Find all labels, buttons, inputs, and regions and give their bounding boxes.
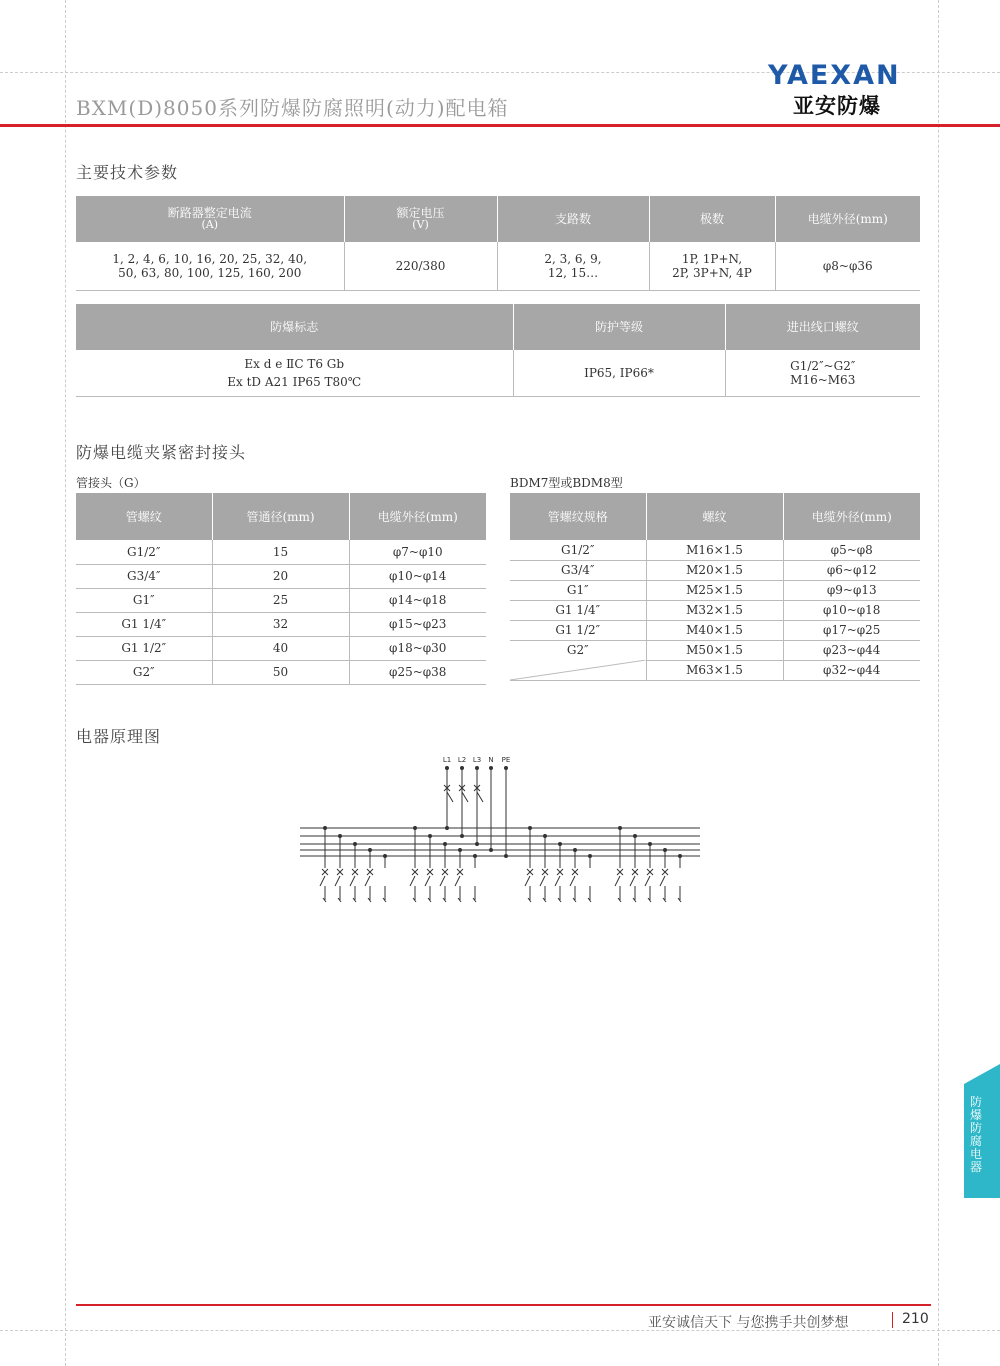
cell: G1″ [510, 580, 646, 600]
terminal-label: L2 [457, 756, 467, 764]
cell: φ25~φ38 [349, 660, 486, 684]
bus-junction [558, 842, 562, 846]
header-rated-voltage: 额定电压 (V) [344, 196, 497, 242]
side-tab-label: 防爆防腐电器 [969, 1095, 982, 1174]
table-row [510, 560, 920, 580]
bus-junction [460, 834, 464, 838]
bus-junction [633, 834, 637, 838]
header-cable-diameter: 电缆外径(mm) [783, 493, 920, 540]
bus-junction [618, 826, 622, 830]
cell: φ23~φ44 [783, 640, 920, 660]
terminal-dot [489, 766, 493, 770]
bus-junction [588, 854, 592, 858]
bus-junction [443, 842, 447, 846]
cell-cable-diameter: φ8~φ36 [775, 242, 920, 290]
guide-line-left [65, 0, 66, 1366]
cell: 20 [212, 564, 349, 588]
cell: G2″ [76, 660, 212, 684]
cell: 40 [212, 636, 349, 660]
cell: M40×1.5 [646, 620, 783, 640]
bus-junction [368, 848, 372, 852]
table-row [76, 564, 486, 588]
bus-junction [678, 854, 682, 858]
cell: M32×1.5 [646, 600, 783, 620]
switch-blade [447, 792, 453, 802]
header-red-line [0, 124, 1000, 127]
section-schematic: 电器原理图 [76, 727, 162, 746]
cell-breaker-current: 1, 2, 4, 6, 10, 16, 20, 25, 32, 40, 50, 63, 80, 100, 125, 160, 200 [76, 242, 344, 290]
header-thread: 螺纹 [646, 493, 783, 540]
branch-switch-blade [320, 876, 325, 886]
cell-entry-thread: G1/2″~G2″ M16~M63 [725, 350, 920, 396]
table-row [76, 540, 486, 564]
subtitle-pipe-joint: 管接头（G） [76, 476, 146, 490]
cell: G1″ [76, 588, 212, 612]
bus-junction [528, 826, 532, 830]
branch-switch-blade [570, 876, 575, 886]
header-cable-diameter: 电缆外径(mm) [775, 196, 920, 242]
cell-ex-marking: Ex d e ⅡC T6 Gb Ex tD A21 IP65 T80℃ [76, 350, 513, 396]
logo-en: YAEXAN [768, 60, 901, 91]
footer-red-line [76, 1304, 931, 1306]
cell-rated-voltage: 220/380 [344, 242, 497, 290]
header-pipe-thread: 管螺纹 [76, 493, 212, 540]
bus-junction [428, 834, 432, 838]
cell: G1/2″ [510, 540, 646, 560]
branch-switch-blade [350, 876, 355, 886]
cell: φ14~φ18 [349, 588, 486, 612]
cell: M63×1.5 [646, 660, 783, 680]
branch-switch-blade [660, 876, 665, 886]
cell: 32 [212, 612, 349, 636]
cell: φ10~φ14 [349, 564, 486, 588]
cell: G1 1/2″ [510, 620, 646, 640]
table-row [510, 540, 920, 560]
bus-junction [475, 842, 479, 846]
cell: 50 [212, 660, 349, 684]
branch-switch-blade [630, 876, 635, 886]
cell: G2″ [566, 643, 589, 658]
table-row [510, 600, 920, 620]
table-row [76, 660, 486, 684]
cell: M16×1.5 [646, 540, 783, 560]
cell-branch-count: 2, 3, 6, 9, 12, 15… [497, 242, 649, 290]
header-entry-thread: 进出线口螺纹 [725, 304, 920, 350]
cell: φ15~φ23 [349, 612, 486, 636]
bus-junction [504, 854, 508, 858]
footer-slogan: 亚安诚信天下 与您携手共创梦想 [648, 1315, 849, 1331]
cell: G1 1/2″ [76, 636, 212, 660]
table-row [510, 620, 920, 640]
branch-switch-blade [365, 876, 370, 886]
table-bdm [510, 493, 920, 681]
subtitle-bdm-type: BDM7型或BDM8型 [510, 476, 623, 490]
branch-switch-blade [335, 876, 340, 886]
table-main-params [76, 196, 920, 291]
switch-blade [462, 792, 468, 802]
header-poles: 极数 [649, 196, 775, 242]
table-row [76, 588, 486, 612]
cell: φ9~φ13 [783, 580, 920, 600]
cell: G3/4″ [510, 560, 646, 580]
switch-blade [477, 792, 483, 802]
bus-junction [338, 834, 342, 838]
branch-switch-blade [455, 876, 460, 886]
cell: φ7~φ10 [349, 540, 486, 564]
terminal-dot [504, 766, 508, 770]
cell: M20×1.5 [646, 560, 783, 580]
cell: φ17~φ25 [783, 620, 920, 640]
branch-switch-blade [525, 876, 530, 886]
table-protection [76, 304, 920, 397]
table-pipe-joint [76, 493, 486, 685]
cell-poles: 1P, 1P+N, 2P, 3P+N, 4P [649, 242, 775, 290]
branch-switch-blade [540, 876, 545, 886]
bus-junction [413, 826, 417, 830]
page-title: BXM(D)8050系列防爆防腐照明(动力)配电箱 [76, 96, 509, 120]
section-main-params: 主要技术参数 [76, 163, 179, 182]
terminal-label: N [488, 756, 494, 764]
cell: φ5~φ8 [783, 540, 920, 560]
table-row [76, 636, 486, 660]
cell: 15 [212, 540, 349, 564]
cell-diagonal [510, 660, 646, 680]
terminal-dot [460, 766, 464, 770]
header-thread-spec: 管螺纹规格 [510, 493, 646, 540]
bus-junction [663, 848, 667, 852]
cell: G1/2″ [76, 540, 212, 564]
cell: φ6~φ12 [783, 560, 920, 580]
cell-protection-grade: IP65, IP66* [513, 350, 725, 396]
bus-junction [458, 848, 462, 852]
cell: φ32~φ44 [783, 660, 920, 680]
header-branch-count: 支路数 [497, 196, 649, 242]
bus-junction [489, 848, 493, 852]
guide-line-bottom [0, 1330, 1000, 1331]
cell: 25 [212, 588, 349, 612]
bus-junction [353, 842, 357, 846]
circuit-diagram [290, 748, 710, 908]
header-cable-diameter: 电缆外径(mm) [349, 493, 486, 540]
header-ex-marking: 防爆标志 [76, 304, 513, 350]
cell: M25×1.5 [646, 580, 783, 600]
cell: G1 1/4″ [76, 612, 212, 636]
table-row [76, 612, 486, 636]
section-cable-gland: 防爆电缆夹紧密封接头 [76, 443, 247, 462]
cell: G3/4″ [76, 564, 212, 588]
terminal-label: L1 [442, 756, 452, 764]
table-row [510, 660, 920, 680]
page-number: 210 [902, 1311, 929, 1327]
diagonal-line [510, 660, 646, 680]
bus-junction [323, 826, 327, 830]
bus-junction [648, 842, 652, 846]
bus-junction [473, 854, 477, 858]
bus-junction [573, 848, 577, 852]
bus-junction [383, 854, 387, 858]
branch-switch-blade [425, 876, 430, 886]
cell: G1 1/4″ [510, 600, 646, 620]
branch-switch-blade [440, 876, 445, 886]
bus-junction [543, 834, 547, 838]
terminal-label: PE [501, 756, 511, 764]
cell: φ18~φ30 [349, 636, 486, 660]
table-row [510, 580, 920, 600]
cell: φ10~φ18 [783, 600, 920, 620]
cell: M50×1.5 [646, 640, 783, 660]
branch-switch-blade [645, 876, 650, 886]
header-breaker-current: 断路器整定电流 (A) [76, 196, 344, 242]
logo-cn: 亚安防爆 [793, 94, 881, 118]
terminal-dot [445, 766, 449, 770]
terminal-dot [475, 766, 479, 770]
branch-switch-blade [615, 876, 620, 886]
table-row [510, 640, 920, 660]
bus-junction [445, 826, 449, 830]
footer-separator [892, 1312, 893, 1328]
guide-line-right [938, 0, 939, 1366]
branch-switch-blade [410, 876, 415, 886]
terminal-label: L3 [472, 756, 482, 764]
header-protection-grade: 防护等级 [513, 304, 725, 350]
branch-switch-blade [555, 876, 560, 886]
header-pipe-bore: 管通径(mm) [212, 493, 349, 540]
